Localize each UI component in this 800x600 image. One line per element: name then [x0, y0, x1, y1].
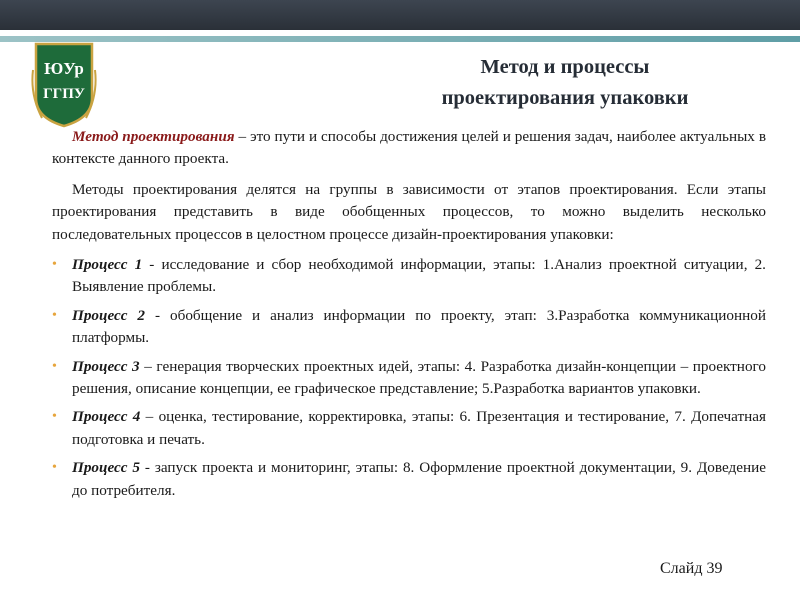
intro-paragraph — [52, 126, 766, 171]
list-item — [52, 406, 766, 451]
university-logo — [30, 40, 98, 128]
bullet-icon: • — [52, 358, 57, 374]
title-line-2: проектирования упаковки — [441, 87, 689, 109]
list-item — [52, 457, 766, 502]
slide-title — [400, 52, 730, 114]
accent-stripe — [0, 36, 800, 42]
process-list — [52, 254, 766, 502]
process-name: Процесс 2 — [72, 306, 146, 324]
top-bar — [0, 0, 800, 30]
list-item — [52, 356, 766, 401]
process-name: Процесс 5 — [72, 459, 140, 477]
list-item — [52, 305, 766, 350]
slide-number: Слайд 39 — [660, 560, 723, 577]
list-item — [52, 254, 766, 299]
process-text: - запуск проекта и мониторинг, этапы: 8. Оформление проектной документации, 9. Доведение до потребителя. — [72, 459, 766, 499]
slide-content — [52, 126, 766, 508]
bullet-icon: • — [52, 460, 57, 476]
process-text: – генерация творческих проектных идей, этапы: 4. Разработка дизайн-концепции – проектного решения, описание концепции, ее графическое представление; 5.Разработка вариантов упаковки. — [72, 357, 766, 398]
groups-paragraph: Методы проектирования делятся на группы в зависимости от этапов проектирования. Если этапы проектирования представить в виде обобщенных процессов, то можно выделить несколько последовательных процессов в целостном процессе дизайн-проектирования упаковки: — [52, 180, 766, 243]
bullet-icon: • — [52, 409, 57, 425]
title-line-1: Метод и процессы — [480, 56, 650, 78]
process-name: Процесс 1 — [72, 256, 143, 274]
process-name: Процесс 3 — [72, 357, 140, 375]
intro-term: Метод проектирования — [72, 128, 235, 145]
process-text: - исследование и сбор необходимой информации, этапы: 1.Анализ проектной ситуации, 2. Выявление проблемы. — [72, 256, 766, 296]
process-text: - обобщение и анализ информации по проекту, этап: 3.Разработка коммуникационной платформы. — [72, 306, 766, 347]
logo-text-top: ЮУр — [44, 59, 84, 78]
process-name: Процесс 4 — [72, 408, 141, 426]
bullet-icon: • — [52, 307, 57, 323]
process-text: – оценка, тестирование, корректировка, этапы: 6. Презентация и тестирование, 7. Допечатная подготовка и печать. — [72, 408, 766, 448]
intro-definition: – это пути и способы достижения целей и решения задач, наиболее актуальных в контексте данного проекта. — [52, 128, 766, 168]
bullet-icon: • — [52, 257, 57, 273]
logo-text-bottom: ГГПУ — [43, 86, 85, 102]
